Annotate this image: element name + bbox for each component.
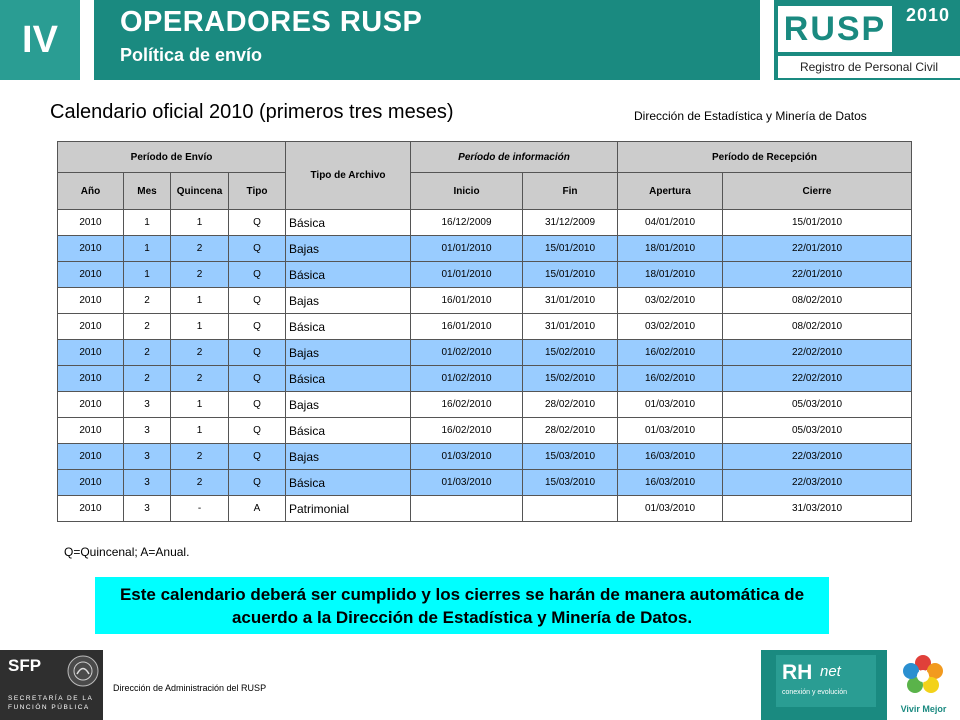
- header-periodo-informacion: Período de información: [411, 142, 618, 173]
- table-cell-anio: 2010: [58, 236, 124, 262]
- table-row: [58, 444, 912, 470]
- table-cell-cierre: 22/03/2010: [723, 470, 912, 496]
- table-cell-inicio: 16/02/2010: [411, 418, 523, 444]
- table-cell-mes: 2: [124, 288, 171, 314]
- column-header: Fin: [523, 173, 618, 210]
- table-cell-fin: 15/03/2010: [523, 444, 618, 470]
- table-cell-cierre: 22/02/2010: [723, 340, 912, 366]
- rusp-logo: [774, 0, 960, 80]
- rusp-logo-year: 2010: [905, 4, 951, 25]
- table-cell-apertura: 04/01/2010: [618, 210, 723, 236]
- table-cell-mes: 3: [124, 392, 171, 418]
- table-cell-tipo: Q: [229, 314, 286, 340]
- table-cell-archivo: Básica: [286, 418, 411, 444]
- table-cell-tipo: Q: [229, 262, 286, 288]
- flower-icon: [887, 650, 960, 704]
- table-cell-tipo: Q: [229, 340, 286, 366]
- table-cell-apertura: 16/03/2010: [618, 444, 723, 470]
- table-cell-inicio: [411, 496, 523, 522]
- table-cell-anio: 2010: [58, 392, 124, 418]
- table-cell-anio: 2010: [58, 418, 124, 444]
- table-cell-inicio: 16/02/2010: [411, 392, 523, 418]
- table-row: [58, 314, 912, 340]
- table-cell-cierre: 08/02/2010: [723, 314, 912, 340]
- table-cell-cierre: 05/03/2010: [723, 392, 912, 418]
- calendar-table: [57, 141, 912, 522]
- table-row: [58, 496, 912, 522]
- table-cell-mes: 1: [124, 210, 171, 236]
- page-header-subtitle: Política de envío: [120, 45, 263, 65]
- rhnet-logo-net: net: [820, 663, 841, 680]
- table-cell-mes: 2: [124, 314, 171, 340]
- table-cell-mes: 3: [124, 444, 171, 470]
- table-cell-apertura: 01/03/2010: [618, 418, 723, 444]
- table-cell-apertura: 01/03/2010: [618, 392, 723, 418]
- column-header: Mes: [124, 173, 171, 210]
- column-header: Cierre: [723, 173, 912, 210]
- table-row: [58, 236, 912, 262]
- table-cell-apertura: 16/03/2010: [618, 470, 723, 496]
- table-cell-anio: 2010: [58, 470, 124, 496]
- table-cell-archivo: Básica: [286, 470, 411, 496]
- table-cell-cierre: 31/03/2010: [723, 496, 912, 522]
- table-cell-archivo: Básica: [286, 210, 411, 236]
- table-cell-tipo: Q: [229, 392, 286, 418]
- table-row: [58, 340, 912, 366]
- rhnet-logo-rh: RH: [782, 661, 813, 684]
- table-cell-inicio: 01/03/2010: [411, 444, 523, 470]
- table-cell-anio: 2010: [58, 496, 124, 522]
- table-cell-quincena: 1: [171, 314, 229, 340]
- table-cell-archivo: Patrimonial: [286, 496, 411, 522]
- table-cell-inicio: 01/01/2010: [411, 236, 523, 262]
- vivir-mejor-text: Vivir Mejor: [900, 704, 947, 714]
- rusp-logo-tagline: Registro de Personal Civil: [778, 56, 960, 78]
- table-cell-anio: 2010: [58, 262, 124, 288]
- table-cell-fin: 15/02/2010: [523, 340, 618, 366]
- table-row: [58, 366, 912, 392]
- table-cell-anio: 2010: [58, 340, 124, 366]
- table-cell-tipo: Q: [229, 444, 286, 470]
- table-cell-apertura: 01/03/2010: [618, 496, 723, 522]
- header-divider: [80, 0, 94, 80]
- table-cell-anio: 2010: [58, 288, 124, 314]
- table-cell-mes: 3: [124, 418, 171, 444]
- table-row: [58, 288, 912, 314]
- table-cell-cierre: 05/03/2010: [723, 418, 912, 444]
- table-cell-apertura: 16/02/2010: [618, 366, 723, 392]
- column-header: Quincena: [171, 173, 229, 210]
- sfp-logo-line-2: FUNCIÓN PÚBLICA: [8, 704, 90, 711]
- table-cell-quincena: 2: [171, 366, 229, 392]
- table-cell-anio: 2010: [58, 314, 124, 340]
- table-cell-fin: 15/01/2010: [523, 262, 618, 288]
- table-cell-fin: 31/12/2009: [523, 210, 618, 236]
- table-cell-quincena: 1: [171, 210, 229, 236]
- table-cell-mes: 2: [124, 366, 171, 392]
- table-cell-quincena: 2: [171, 236, 229, 262]
- column-header: Apertura: [618, 173, 723, 210]
- table-cell-cierre: 22/03/2010: [723, 444, 912, 470]
- table-cell-inicio: 01/01/2010: [411, 262, 523, 288]
- table-cell-quincena: 1: [171, 288, 229, 314]
- table-cell-mes: 1: [124, 236, 171, 262]
- table-cell-apertura: 18/01/2010: [618, 236, 723, 262]
- table-row: [58, 210, 912, 236]
- table-cell-tipo: A: [229, 496, 286, 522]
- table-cell-fin: 31/01/2010: [523, 288, 618, 314]
- table-cell-quincena: 2: [171, 340, 229, 366]
- page-title: Calendario oficial 2010 (primeros tres meses): [50, 101, 454, 123]
- section-numeral: IV: [0, 0, 80, 80]
- table-cell-tipo: Q: [229, 366, 286, 392]
- table-cell-mes: 2: [124, 340, 171, 366]
- table-cell-fin: [523, 496, 618, 522]
- column-header: Año: [58, 173, 124, 210]
- table-cell-fin: 15/02/2010: [523, 366, 618, 392]
- table-row: [58, 262, 912, 288]
- table-cell-tipo: Q: [229, 210, 286, 236]
- table-cell-cierre: 22/01/2010: [723, 236, 912, 262]
- table-cell-fin: 28/02/2010: [523, 392, 618, 418]
- column-header: Tipo: [229, 173, 286, 210]
- table-cell-inicio: 16/12/2009: [411, 210, 523, 236]
- rhnet-logo: [776, 655, 876, 707]
- table-row: [58, 418, 912, 444]
- department-label: Dirección de Estadística y Minería de Datos: [634, 109, 867, 123]
- sfp-logo-line-1: SECRETARÍA DE LA: [8, 695, 94, 702]
- rusp-logo-word: RUSP: [778, 6, 892, 52]
- table-cell-inicio: 16/01/2010: [411, 314, 523, 340]
- table-cell-quincena: -: [171, 496, 229, 522]
- rhnet-logo-tagline: conexión y evolución: [782, 689, 847, 696]
- table-cell-cierre: 22/01/2010: [723, 262, 912, 288]
- table-cell-tipo: Q: [229, 418, 286, 444]
- header-tipo-archivo: Tipo de Archivo: [286, 142, 411, 210]
- table-cell-apertura: 03/02/2010: [618, 314, 723, 340]
- notice-box: [95, 577, 829, 634]
- table-cell-fin: 15/03/2010: [523, 470, 618, 496]
- table-cell-archivo: Bajas: [286, 444, 411, 470]
- table-cell-quincena: 1: [171, 418, 229, 444]
- national-seal-icon: [66, 654, 100, 688]
- table-cell-fin: 28/02/2010: [523, 418, 618, 444]
- page-header-title: OPERADORES RUSP: [120, 6, 423, 38]
- table-cell-quincena: 2: [171, 444, 229, 470]
- table-cell-inicio: 01/02/2010: [411, 340, 523, 366]
- table-row: [58, 392, 912, 418]
- table-cell-anio: 2010: [58, 444, 124, 470]
- calendar-table-body: [58, 210, 912, 522]
- table-cell-tipo: Q: [229, 470, 286, 496]
- header-periodo-recepcion: Período de Recepción: [618, 142, 912, 173]
- table-cell-quincena: 2: [171, 470, 229, 496]
- table-row: [58, 470, 912, 496]
- table-cell-archivo: Bajas: [286, 288, 411, 314]
- table-cell-mes: 3: [124, 496, 171, 522]
- table-cell-cierre: 15/01/2010: [723, 210, 912, 236]
- table-cell-fin: 31/01/2010: [523, 314, 618, 340]
- table-cell-archivo: Bajas: [286, 236, 411, 262]
- table-cell-quincena: 1: [171, 392, 229, 418]
- legend-note: Q=Quincenal; A=Anual.: [64, 545, 190, 559]
- notice-text: Este calendario deberá ser cumplido y los cierres se harán de manera automática de acuerdo a la Dirección de Estadística y Minería de Datos.: [119, 584, 805, 627]
- table-cell-cierre: 22/02/2010: [723, 366, 912, 392]
- table-cell-archivo: Básica: [286, 366, 411, 392]
- vivir-mejor-logo: [887, 650, 960, 720]
- table-cell-inicio: 16/01/2010: [411, 288, 523, 314]
- header-periodo-envio: Período de Envío: [58, 142, 286, 173]
- table-cell-anio: 2010: [58, 210, 124, 236]
- logo-divider: [760, 0, 774, 80]
- table-cell-tipo: Q: [229, 236, 286, 262]
- table-cell-mes: 1: [124, 262, 171, 288]
- table-cell-fin: 15/01/2010: [523, 236, 618, 262]
- table-cell-inicio: 01/03/2010: [411, 470, 523, 496]
- table-cell-tipo: Q: [229, 288, 286, 314]
- table-cell-mes: 3: [124, 470, 171, 496]
- table-cell-apertura: 18/01/2010: [618, 262, 723, 288]
- table-cell-archivo: Básica: [286, 314, 411, 340]
- sfp-logo-word: SFP: [8, 656, 42, 675]
- table-cell-apertura: 03/02/2010: [618, 288, 723, 314]
- table-cell-cierre: 08/02/2010: [723, 288, 912, 314]
- footer-credit: Dirección de Administración del RUSP: [113, 683, 267, 693]
- table-cell-inicio: 01/02/2010: [411, 366, 523, 392]
- table-cell-anio: 2010: [58, 366, 124, 392]
- table-cell-quincena: 2: [171, 262, 229, 288]
- table-cell-archivo: Bajas: [286, 340, 411, 366]
- table-cell-archivo: Bajas: [286, 392, 411, 418]
- table-cell-archivo: Básica: [286, 262, 411, 288]
- column-header: Inicio: [411, 173, 523, 210]
- table-cell-apertura: 16/02/2010: [618, 340, 723, 366]
- sfp-logo-text: [8, 694, 93, 712]
